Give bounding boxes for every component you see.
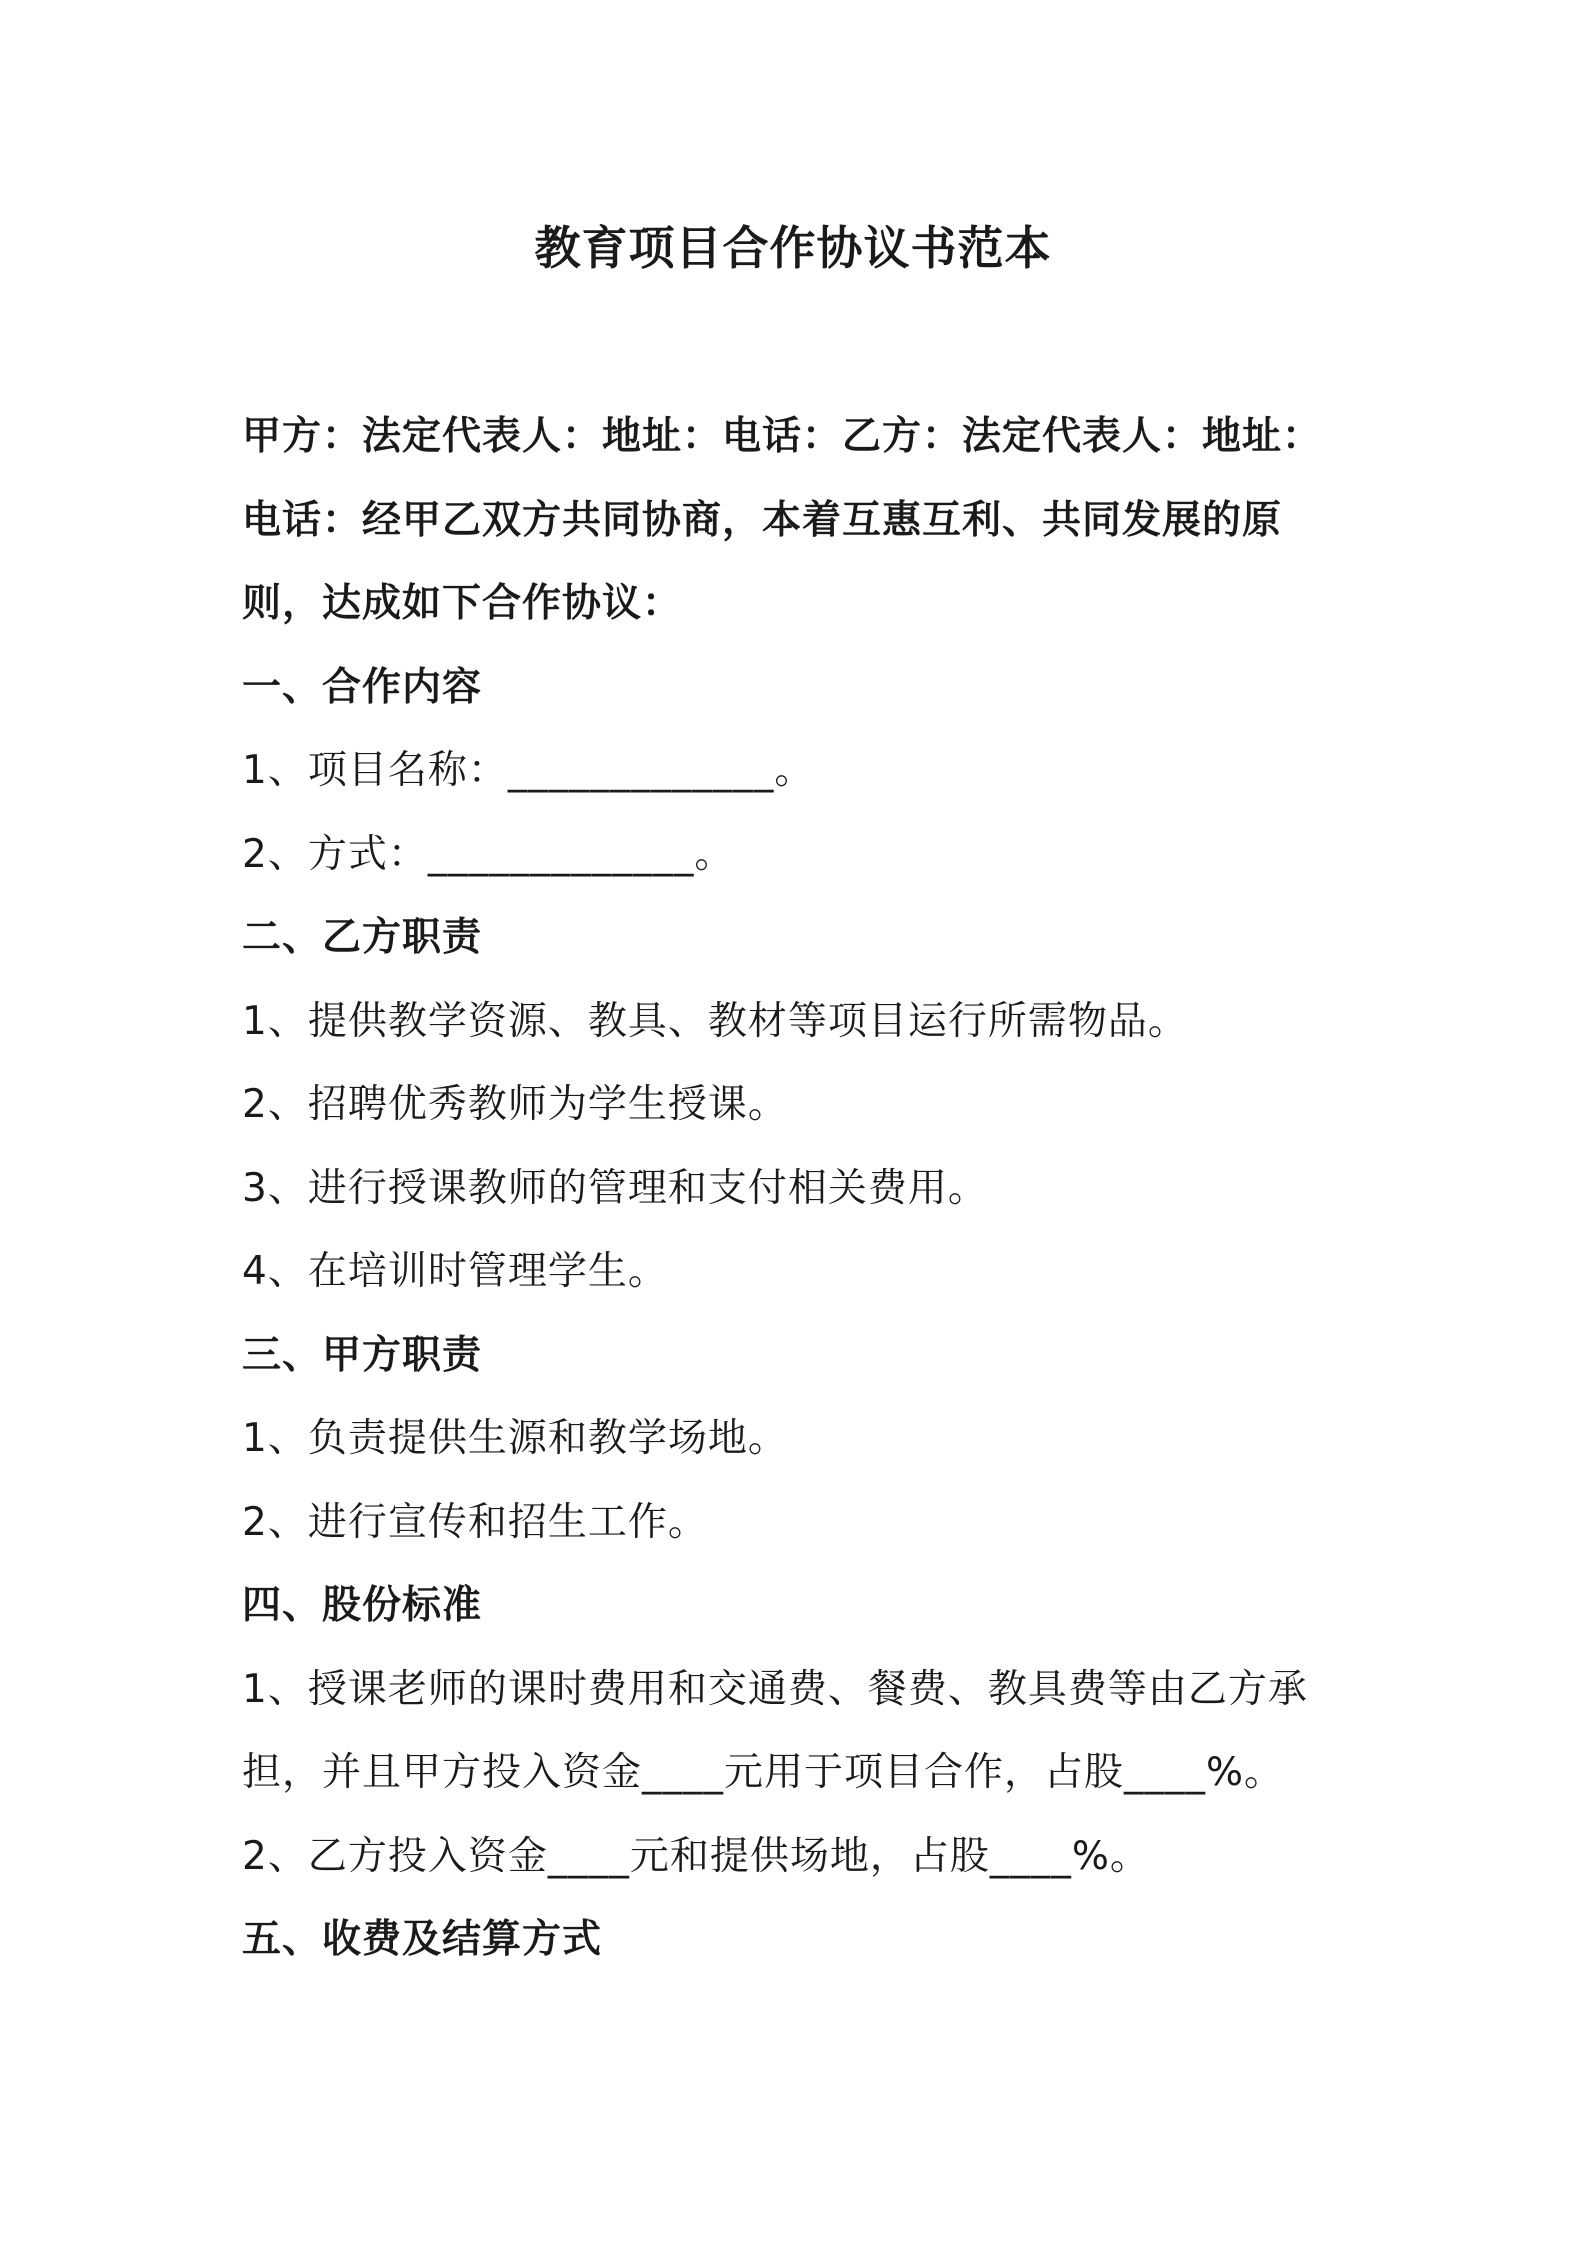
- list-item: 1、项目名称：_____________。: [242, 748, 815, 793]
- document-body: [242, 395, 1362, 1982]
- list-item: 3、进行授课教师的管理和支付相关费用。: [242, 1165, 988, 1211]
- list-item: 2、招聘优秀教师为学生授课。: [242, 1082, 788, 1127]
- list-item: 2、进行宣传和招生工作。: [242, 1499, 708, 1545]
- document-title: 教育项目合作协议书范本: [534, 221, 1052, 275]
- list-item: 1、提供教学资源、教具、教材等项目运行所需物品。: [242, 998, 1188, 1044]
- list-item: 4、在培训时管理学生。: [242, 1249, 668, 1294]
- list-item: 1、负责提供生源和教学场地。: [242, 1416, 788, 1461]
- section-heading-cooperation-content: 一、合作内容: [242, 664, 483, 710]
- list-item: 2、乙方投入资金____元和提供场地，占股____%。: [242, 1833, 1150, 1879]
- section-heading-share-standard: 四、股份标准: [242, 1583, 483, 1628]
- list-item: 1、授课老师的课时费用和交通费、餐费、教具费等由乙方承担，并且甲方投入资金____元用于项目合作，占股____%。: [242, 1666, 1308, 1795]
- section-heading-fees-settlement: 五、收费及结算方式: [242, 1917, 603, 1962]
- intro-paragraph: 甲方：法定代表人：地址：电话：乙方：法定代表人：地址：电话：经甲乙双方共同协商，本着互惠互利、共同发展的原则，达成如下合作协议：: [242, 414, 1323, 626]
- section-heading-party-a-duties: 三、甲方职责: [242, 1332, 483, 1378]
- list-item: 2、方式：_____________。: [242, 831, 735, 877]
- section-heading-party-b-duties: 二、乙方职责: [242, 915, 483, 960]
